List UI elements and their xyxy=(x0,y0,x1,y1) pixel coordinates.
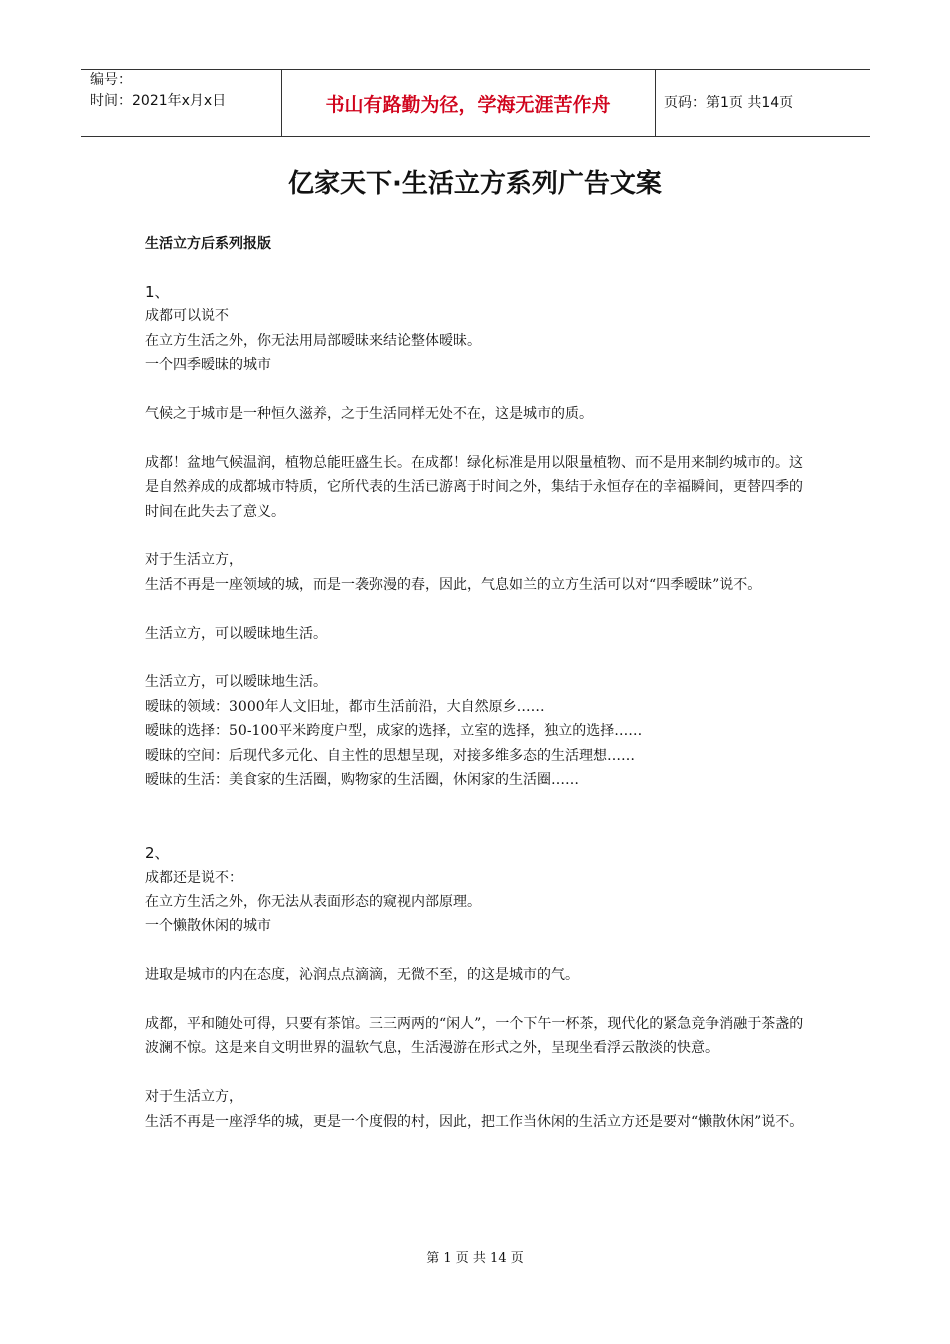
section-number: 2、 xyxy=(145,844,170,863)
page-title: 亿家天下·生活立方系列广告文案 xyxy=(288,169,662,199)
paragraph: 成都可以说不 xyxy=(145,308,229,325)
code-label: 编号： xyxy=(90,72,132,88)
document-body xyxy=(145,280,805,1134)
paragraph: 成都！盆地气候温润，植物总能旺盛生长。在成都！绿化标准是用以限量植物、而不是用来制约城市的。这是自然养成的成都城市特质，它所代表的生活已游离于时间之外，集结于永恒存在的幸福瞬间，更替四季的时间在此失去了意义。 xyxy=(145,454,803,520)
paragraph: 对于生活立方， xyxy=(145,552,243,569)
header-bottom-rule xyxy=(81,136,870,137)
section-number: 1、 xyxy=(145,283,170,301)
paragraph: 生活不再是一座浮华的城，更是一个度假的村，因此，把工作当休闲的生活立方还是要对“懒散休闲”说不。 xyxy=(145,1113,804,1130)
header-divider-right xyxy=(655,69,656,136)
paragraph: 生活立方，可以暧昧地生活。 xyxy=(145,625,327,642)
page-footer: 第 1 页 共 14 页 xyxy=(426,1251,524,1266)
paragraph: 在立方生活之外，你无法用局部暧昧来结论整体暧昧。 xyxy=(145,332,481,349)
header-meta xyxy=(90,70,226,112)
paragraph: 暧昧的选择：50-100平米跨度户型，成家的选择，立室的选择，独立的选择…… xyxy=(145,723,643,740)
paragraph: 进取是城市的内在态度，沁润点点滴滴，无微不至，的这是城市的气。 xyxy=(145,967,579,984)
paragraph: 暧昧的领域：3000年人文旧址，都市生活前沿，大自然原乡…… xyxy=(145,698,545,715)
page-subtitle: 生活立方后系列报版 xyxy=(145,236,271,252)
header-motto: 书山有路勤为径，学海无涯苦作舟 xyxy=(325,94,611,116)
paragraph: 一个懒散休闲的城市 xyxy=(145,918,271,935)
paragraph: 一个四季暧昧的城市 xyxy=(145,357,271,374)
paragraph: 暧昧的生活：美食家的生活圈，购物家的生活圈，休闲家的生活圈…… xyxy=(145,772,579,789)
paragraph: 生活立方，可以暧昧地生活。 xyxy=(145,674,327,691)
paragraph: 气候之于城市是一种恒久滋养，之于生活同样无处不在，这是城市的质。 xyxy=(145,406,593,423)
paragraph: 成都，平和随处可得，只要有茶馆。三三两两的“闲人”，一个下午一杯茶，现代化的紧急竞争消融于茶盏的波澜不惊。这是来自文明世界的温软气息，生活漫游在形式之外，呈现坐看浮云散淡的快意。 xyxy=(145,1016,804,1057)
paragraph: 成都还是说不： xyxy=(145,869,243,886)
paragraph: 暧昧的空间：后现代多元化、自主性的思想呈现，对接多维多态的生活理想…… xyxy=(145,747,635,764)
time-label: 时间：2021年x月x日 xyxy=(90,93,227,109)
paragraph: 对于生活立方， xyxy=(145,1089,243,1106)
paragraph: 在立方生活之外，你无法从表面形态的窥视内部原理。 xyxy=(145,894,481,911)
header-page-info: 页码：第1页 共14页 xyxy=(664,95,794,111)
paragraph: 生活不再是一座领域的城，而是一袭弥漫的春，因此，气息如兰的立方生活可以对“四季暧昧”说不。 xyxy=(145,576,762,593)
